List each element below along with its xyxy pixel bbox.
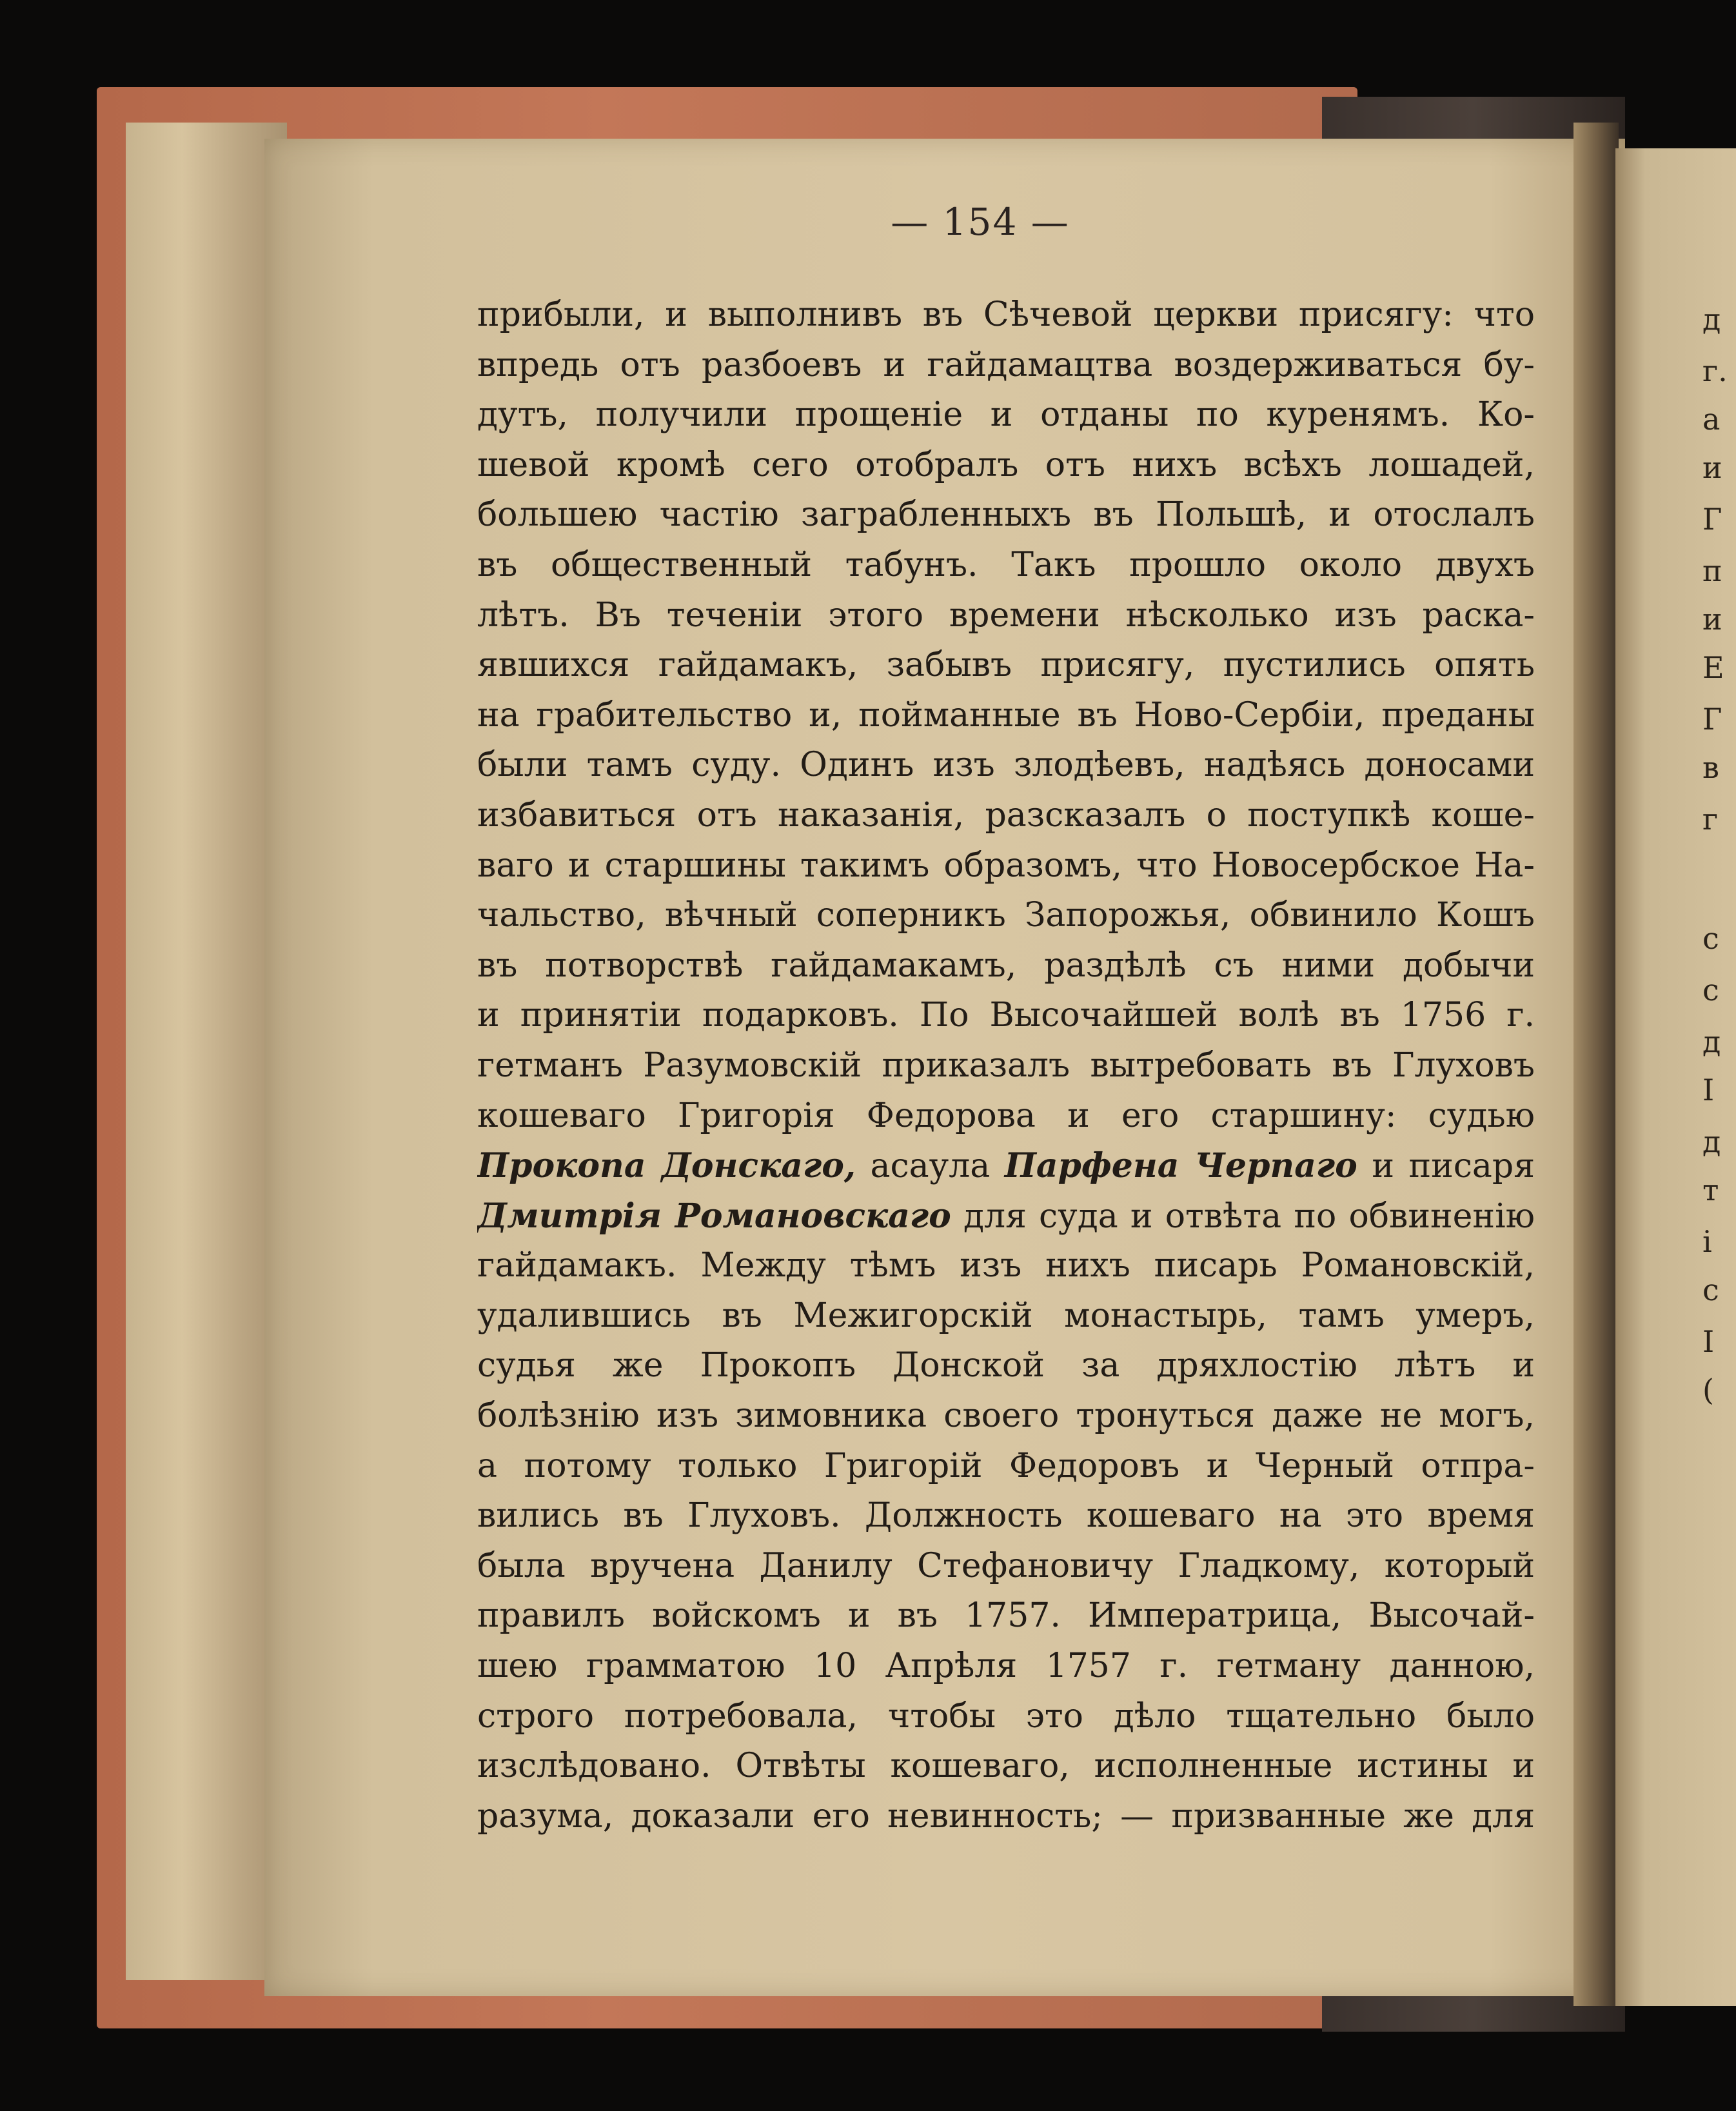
facing-page-fragment: с	[1702, 922, 1719, 955]
text-line: строго потребовала, чтобы это дѣло тщательно было	[477, 1696, 1535, 1736]
text-line: гайдамакъ. Между тѣмъ изъ нихъ писарь Романовскій,	[477, 1246, 1535, 1285]
text-line: были тамъ суду. Одинъ изъ злодѣевъ, надѣясь доносами	[477, 746, 1535, 785]
text-line-with-names	[477, 1141, 1535, 1191]
name-prokop-donskoy: Прокопа Донскаго,	[477, 1146, 856, 1186]
facing-page-fragment: п	[1702, 555, 1722, 587]
facing-page-fragment: Г	[1702, 503, 1722, 535]
text-line: шею грамматою 10 Апрѣля 1757 г. гетману данною,	[477, 1647, 1535, 1686]
text-line: шевой кромѣ сего отобралъ отъ нихъ всѣхъ лошадей,	[477, 445, 1535, 484]
facing-page-fragment: г.	[1702, 355, 1728, 387]
text-line: дутъ, получили прощеніе и отданы по куренямъ. Ко-	[477, 395, 1535, 435]
facing-page-fragment: в	[1702, 751, 1719, 784]
facing-page-fragment: д	[1702, 1026, 1721, 1058]
text-line: чальство, вѣчный соперникъ Запорожья, обвинило Кошъ	[477, 896, 1535, 935]
facing-page-fragment: и	[1702, 603, 1722, 635]
text-line: впредь отъ разбоевъ и гайдамацтва воздерживаться бу-	[477, 345, 1535, 384]
text-line: изслѣдовано. Отвѣты кошеваго, исполненные истины и	[477, 1747, 1535, 1786]
text-line: кошеваго Григорія Федорова и его старшину: судью	[477, 1096, 1535, 1135]
text-line: правилъ войскомъ и въ 1757. Императрица, Высочай-	[477, 1596, 1535, 1636]
facing-page-fragment: I	[1702, 1325, 1715, 1358]
page-stack-edge	[126, 123, 287, 1980]
text-line: на грабительство и, пойманные въ Ново-Сербіи, преданы	[477, 695, 1535, 735]
text-line: ваго и старшины такимъ образомъ, что Новосербское На-	[477, 846, 1535, 885]
text-line: и принятіи подарковъ. По Высочайшей волѣ въ 1756 г.	[477, 996, 1535, 1035]
text-line: судья же Прокопъ Донской за дряхлостію лѣтъ и	[477, 1346, 1535, 1385]
facing-page-fragment: а	[1702, 403, 1721, 435]
text-line: лѣтъ. Въ теченіи этого времени нѣсколько изъ раска-	[477, 595, 1535, 635]
facing-page-fragment: г	[1702, 803, 1719, 835]
facing-page-fragment: и	[1702, 451, 1722, 484]
text-fragment: и писаря	[1372, 1147, 1535, 1186]
book-gutter	[1573, 123, 1619, 2006]
text-line: въ потворствѣ гайдамакамъ, раздѣлѣ съ ними добычи	[477, 946, 1535, 985]
text-line: явшихся гайдамакъ, забывъ присягу, пустились опять	[477, 646, 1535, 685]
facing-page-fragment: д	[1702, 1125, 1721, 1158]
facing-page-fragment: i	[1702, 1225, 1712, 1258]
text-line: была вручена Данилу Стефановичу Гладкому, который	[477, 1546, 1535, 1585]
text-line: гетманъ Разумовскій приказалъ вытребовать въ Глуховъ	[477, 1046, 1535, 1085]
facing-page-fragment: Г	[1702, 703, 1722, 735]
text-line: болѣзнію изъ зимовника своего тронуться даже не могъ,	[477, 1396, 1535, 1436]
text-fragment: для суда и отвѣта по обвиненію	[963, 1196, 1535, 1236]
name-parfen-cherny: Парфена Черпаго	[1004, 1146, 1357, 1186]
text-line: въ общественный табунъ. Такъ прошло около двухъ	[477, 545, 1535, 584]
text-line-with-names	[477, 1191, 1535, 1242]
page-text	[477, 290, 1535, 1841]
facing-page-fragment: Е	[1702, 651, 1724, 684]
page-number: — 154 —	[891, 200, 1070, 244]
text-line: большею частію заграбленныхъ въ Польшѣ, и отослалъ	[477, 495, 1535, 535]
facing-page-fragment: (	[1702, 1374, 1714, 1406]
facing-page-fragment: с	[1702, 1274, 1719, 1306]
facing-page-fragment: I	[1702, 1074, 1715, 1106]
text-line: избавиться отъ наказанія, разсказалъ о поступкѣ коше-	[477, 795, 1535, 835]
facing-page-fragment: т	[1702, 1174, 1719, 1206]
text-line: вились въ Глуховъ. Должность кошеваго на это время	[477, 1496, 1535, 1536]
facing-page-fragment: с	[1702, 974, 1719, 1006]
text-line: удалившись въ Межигорскій монастырь, тамъ умеръ,	[477, 1296, 1535, 1335]
text-fragment: асаула	[870, 1147, 991, 1186]
text-line: а потому только Григорій Федоровъ и Черный отпра-	[477, 1446, 1535, 1485]
text-line: разума, доказали его невинность; — призванные же для	[477, 1796, 1535, 1836]
facing-page-fragment: д	[1702, 303, 1721, 335]
name-dmitry-romanovsky: Дмитрія Романовскаго	[477, 1196, 951, 1236]
text-line: прибыли, и выполнивъ въ Сѣчевой церкви присягу: что	[477, 295, 1535, 334]
